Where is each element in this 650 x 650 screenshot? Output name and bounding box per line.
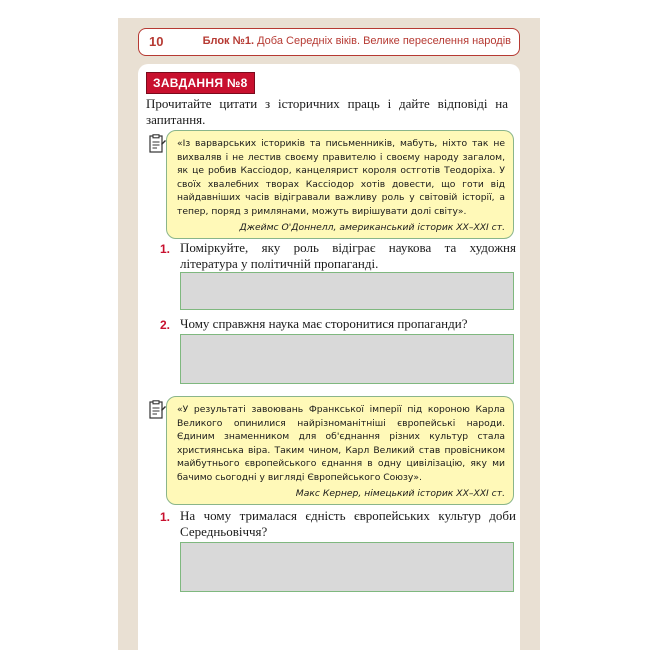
question-number: 2. (160, 318, 171, 332)
task-label: ЗАВДАННЯ №8 (146, 72, 255, 94)
answer-field[interactable] (180, 272, 514, 310)
question-text: Чому справжня наука має сторонитися пропаганди? (180, 316, 468, 331)
quote-author: Макс Кернер, німецький історик XX–XXI ст. (295, 487, 505, 499)
page-header (138, 28, 520, 56)
quote-author: Джеймс О'Доннелл, американський історик XX–XXI ст. (239, 221, 505, 233)
question-text: На чому трималася єдність європейських культур доби Середньовіччя? (180, 508, 516, 539)
answer-field[interactable] (180, 334, 514, 384)
quote-text: «У результаті завоювань Франкської імперії під короною Карла Великого опинилися найрізноманітніші європейські народи. Єдиним знаменником для об'єднання різних культур стала християнська віра. Таким чином, Карл Великий став провісником майбутнього європейського єднання в одну цивілізацію, яку ми бачимо сьогодні у вигляді Європейського Союзу». (177, 404, 505, 483)
quote-text: «Із варварських істориків та письменників, мабуть, ніхто так не вихваляв і не лестив своєму правителю і своєму народу загалом, як це робив Кассіодор, канцелярист короля остготів Теодоріха. У своїх хвалебних творах Кассіодор хотів довести, що готи від найдавніших часів відігравали важливу роль у світовій історії, а тепер, поряд з римлянами, можуть вирішувати долі світу». (177, 138, 505, 217)
question-number: 1. (160, 510, 171, 524)
content-panel (138, 64, 520, 650)
quote-box (166, 396, 514, 505)
page-number: 10 (149, 34, 164, 49)
task-intro: Прочитайте цитати з історичних праць і дайте відповіді на запитання. (146, 96, 508, 127)
question-number: 1. (160, 242, 171, 256)
quote-box (166, 130, 514, 239)
header-title (203, 35, 511, 47)
answer-field[interactable] (180, 542, 514, 592)
document-icon (148, 134, 166, 154)
block-label: Блок №1. (202, 35, 255, 47)
question-text: Поміркуйте, яку роль відіграє наукова та художня література у політичній пропаганді. (180, 240, 516, 271)
chapter-title: Доба Середніх віків. Велике переселення народів (257, 35, 511, 47)
document-icon (148, 400, 166, 420)
